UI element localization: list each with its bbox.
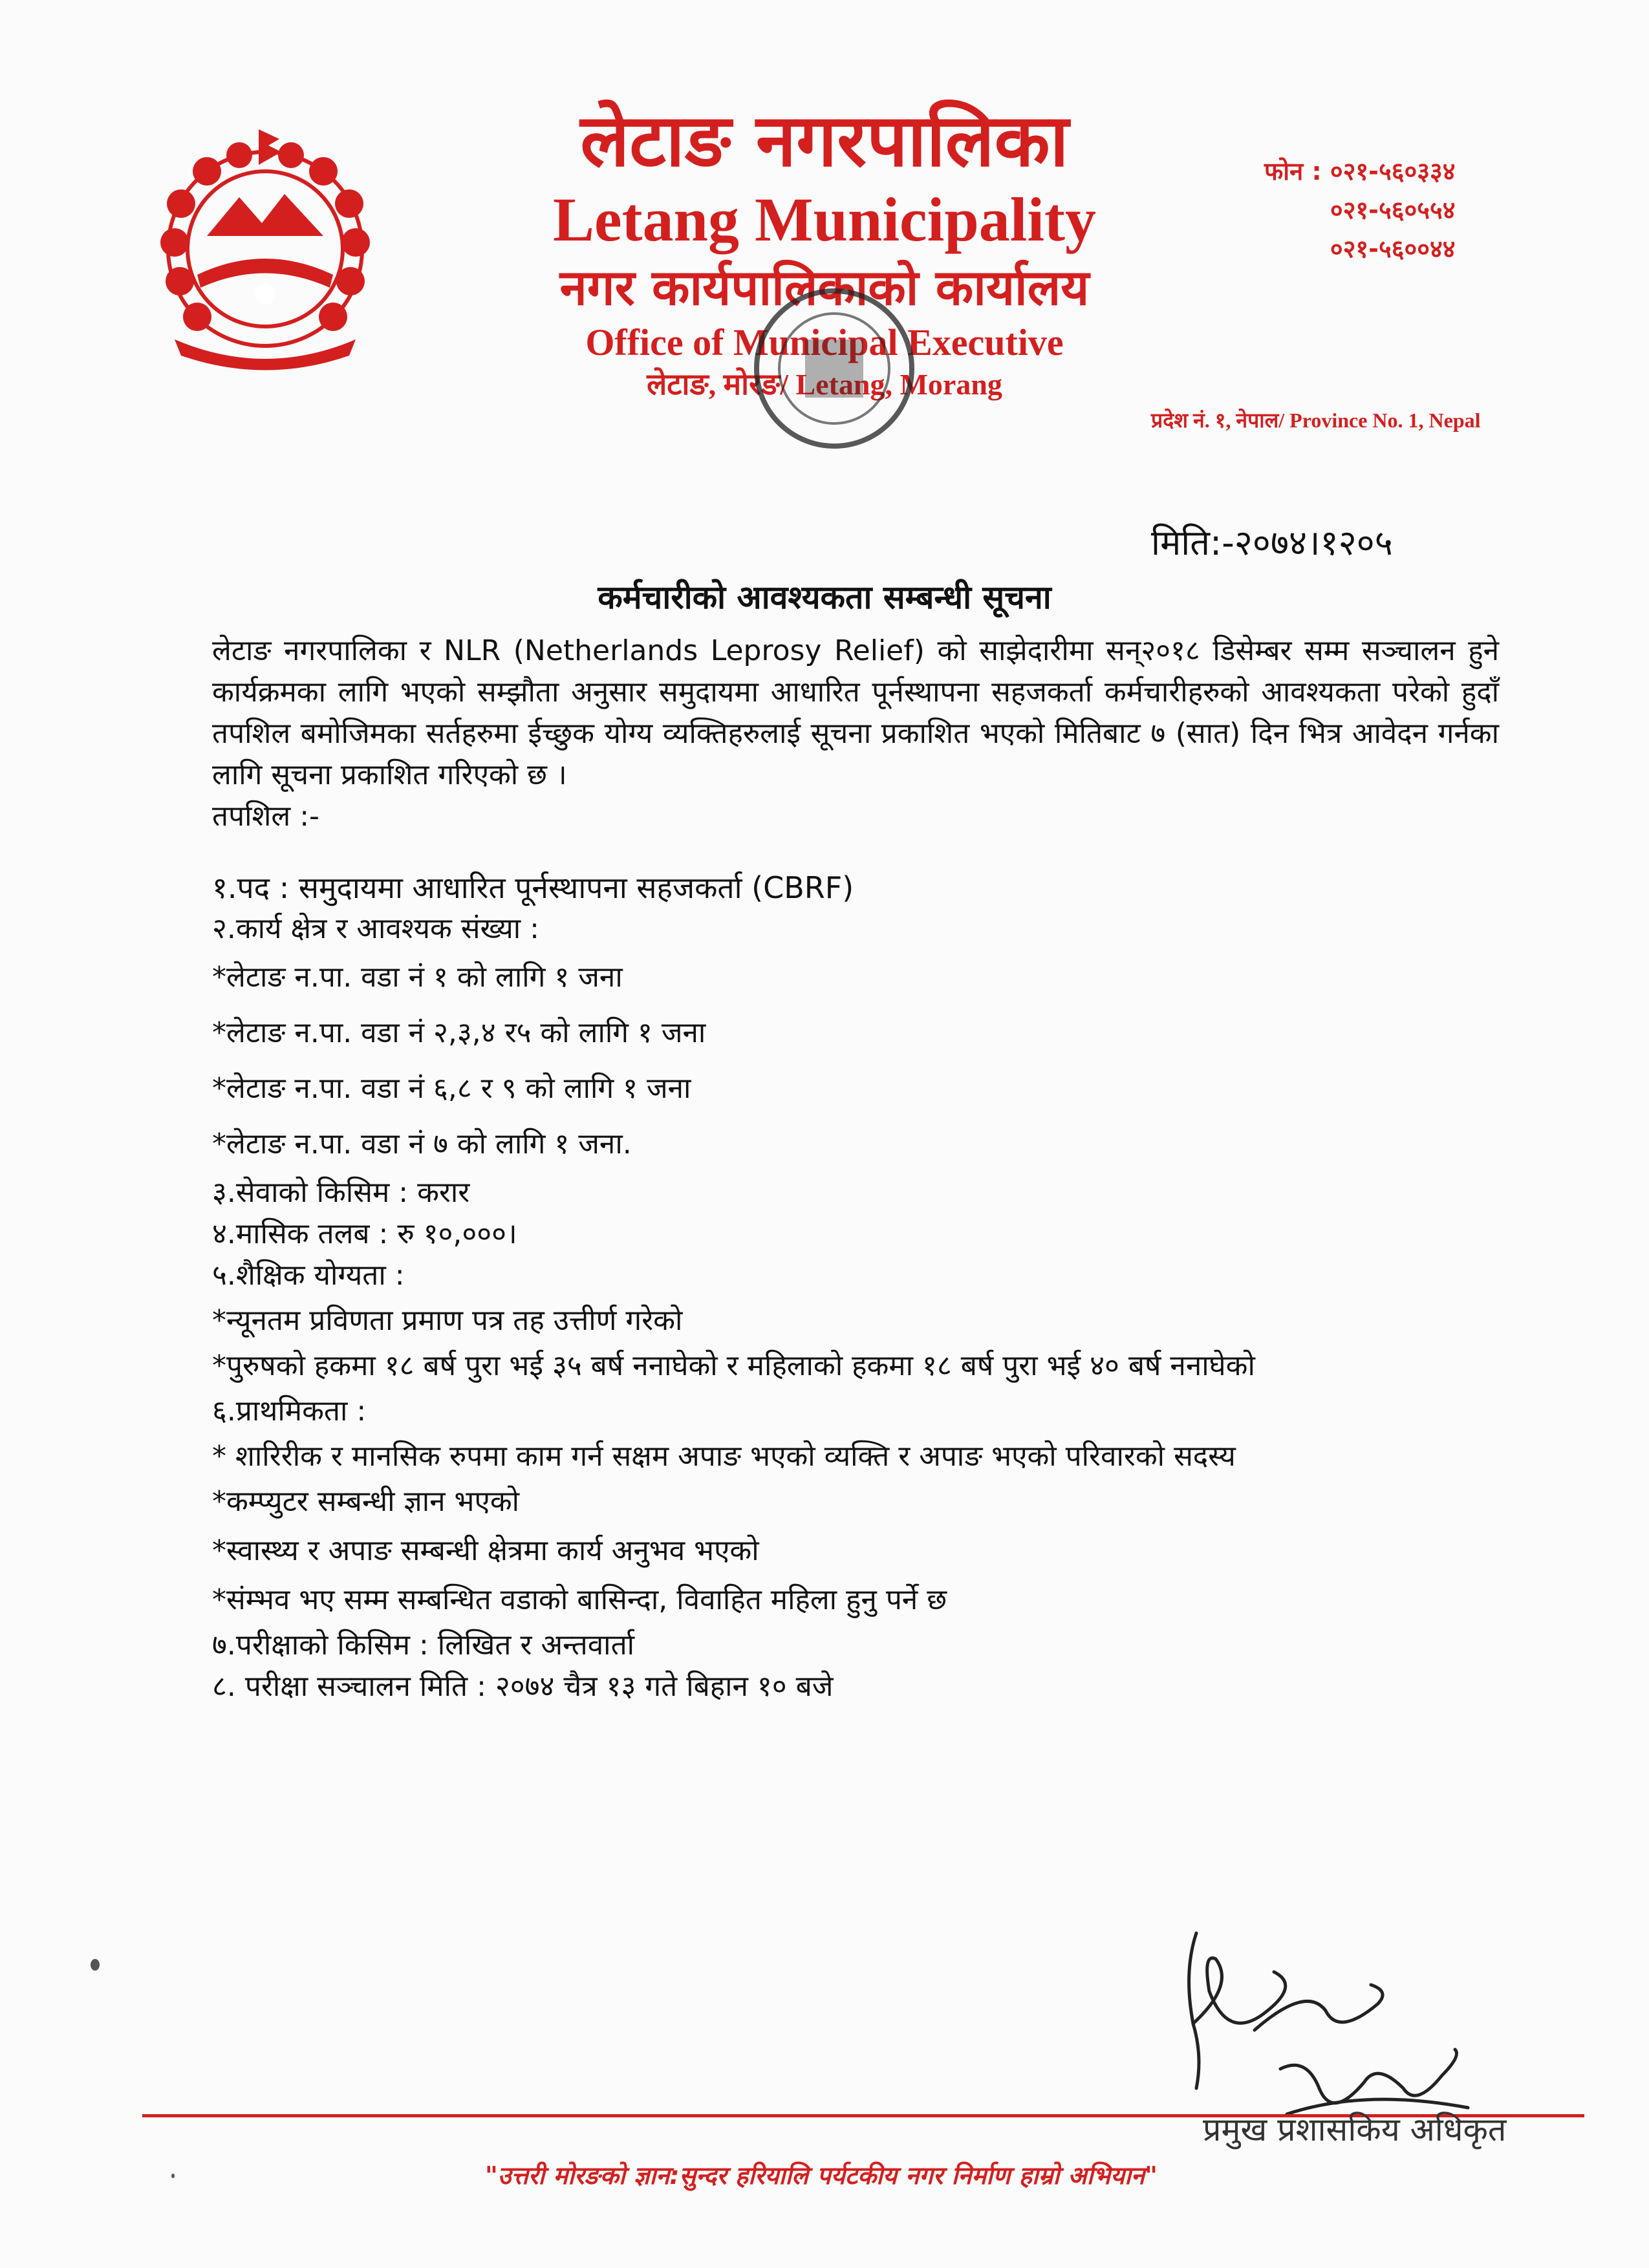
signing-officer-title: प्रमुख प्रशासकिय अधिकृत: [1203, 2111, 1507, 2148]
priority-item: * शारिरीक र मानसिक रुपमा काम गर्न सक्षम अपाङ भएको व्यक्ति र अपाङ भएको परिवारको सदस्य: [212, 1440, 1236, 1473]
qualification-item: *न्यूनतम प्रविणता प्रमाण पत्र तह उत्तीर्ण गरेको: [212, 1304, 683, 1337]
ward-item: *लेटाङ न.पा. वडा नं २,३,४ र५ को लागि १ जना: [212, 1016, 706, 1049]
priority-item: *संम्भव भए सम्म सम्बन्धित वडाको बासिन्दा, विवाहित महिला हुनु पर्ने छ: [212, 1583, 947, 1616]
municipality-name-np: लेटाङ नगरपालिका: [580, 98, 1069, 183]
office-stamp-icon: [744, 278, 925, 459]
notice-title: कर्मचारीको आवश्यकता सम्बन्धी सूचना: [598, 579, 1051, 616]
qualification-heading: ५.शैक्षिक योग्यता :: [212, 1259, 405, 1292]
ward-item: *लेटाङ न.पा. वडा नं ७ को लागि १ जना.: [212, 1128, 632, 1161]
office-location: लेटाङ, मोरङ/ Letang, Morang: [647, 368, 1002, 401]
office-name-en: Office of Municipal Executive: [585, 321, 1064, 363]
exam-date: ८. परीक्षा सञ्चालन मिति : २०७४ चैत्र १३ गते बिहान १० बजे: [212, 1670, 834, 1703]
intro-paragraph: लेटाङ नगरपालिका र NLR (Netherlands Leprosy Relief) को साझेदारीमा सन्२०१८ डिसेम्बर सम्म सञ्चालन हुने कार्यक्रमका लागि भएको सम्झौता अनुसार समुदायमा आधारित पूर्नस्थापना सहजकर्ता कर्मचारीहरुको आवश्यकता परेको हुदाँ तपशिल बमोजिमका सर्तहरुमा ईच्छुक योग्य व्यक्तिहरुलाई सूचना प्रकाशित भएको मितिबाट ७ (सात) दिन भित्र आवेदन गर्नका लागि सूचना प्रकाशित गरिएको छ ।: [212, 634, 1499, 791]
phone-block: [1264, 152, 1456, 268]
tapashil-label: तपशिल :-: [212, 800, 319, 833]
ward-item: *लेटाङ न.पा. वडा नं १ को लागि १ जना: [212, 961, 623, 994]
qualification-item: *पुरुषको हकमा १८ बर्ष पुरा भई ३५ बर्ष ननाघेको र महिलाको हकमा १८ बर्ष पुरा भई ४० बर्ष ननाघेको: [212, 1349, 1255, 1382]
service-type: ३.सेवाको किसिम : करार: [212, 1176, 470, 1209]
priority-heading: ६.प्राथमिकता :: [212, 1395, 367, 1428]
notice-body: [212, 630, 1499, 1707]
phone-number: ०२१-५६०५५४: [1330, 196, 1456, 224]
work-area-heading: २.कार्य क्षेत्र र आवश्यक संख्या :: [212, 912, 540, 945]
office-name-np: नगर कार्यपालिकाको कार्यालय: [559, 259, 1090, 316]
exam-type: ७.परीक्षाको किसिम : लिखित र अन्तवार्ता: [212, 1629, 635, 1662]
province-line: प्रदेश नं. १, नेपाल/ Province No. 1, Nepal: [1151, 409, 1481, 432]
phone-number: ०२१-५६००४४: [1330, 235, 1456, 263]
ward-item: *लेटाङ न.पा. वडा नं ६,८ र ९ को लागि १ जना: [212, 1072, 691, 1105]
nepal-emblem-icon: [136, 126, 394, 378]
post-line: १.पद : समुदायमा आधारित पूर्नस्थापना सहजकर्ता (CBRF): [212, 870, 854, 905]
priority-item: *कम्प्युटर सम्बन्धी ज्ञान भएको: [212, 1485, 520, 1518]
notice-date: मिति:-२०७४।१२०५: [1151, 522, 1393, 563]
phone-label: फोन :: [1264, 157, 1322, 186]
footer-slogan: "उत्तरी मोरङको ज्ञान:सुन्दर हरियालि पर्यटकीय नगर निर्माण हाम्रो अभियान": [485, 2161, 1158, 2190]
municipality-name-en: Letang Municipality: [552, 185, 1097, 254]
salary: ४.मासिक तलब : रु १०,०००।: [212, 1217, 517, 1250]
priority-item: *स्वास्थ्य र अपाङ सम्बन्धी क्षेत्रमा कार्य अनुभव भएको: [212, 1534, 759, 1567]
phone-number: ०२१-५६०३३४: [1330, 157, 1456, 186]
